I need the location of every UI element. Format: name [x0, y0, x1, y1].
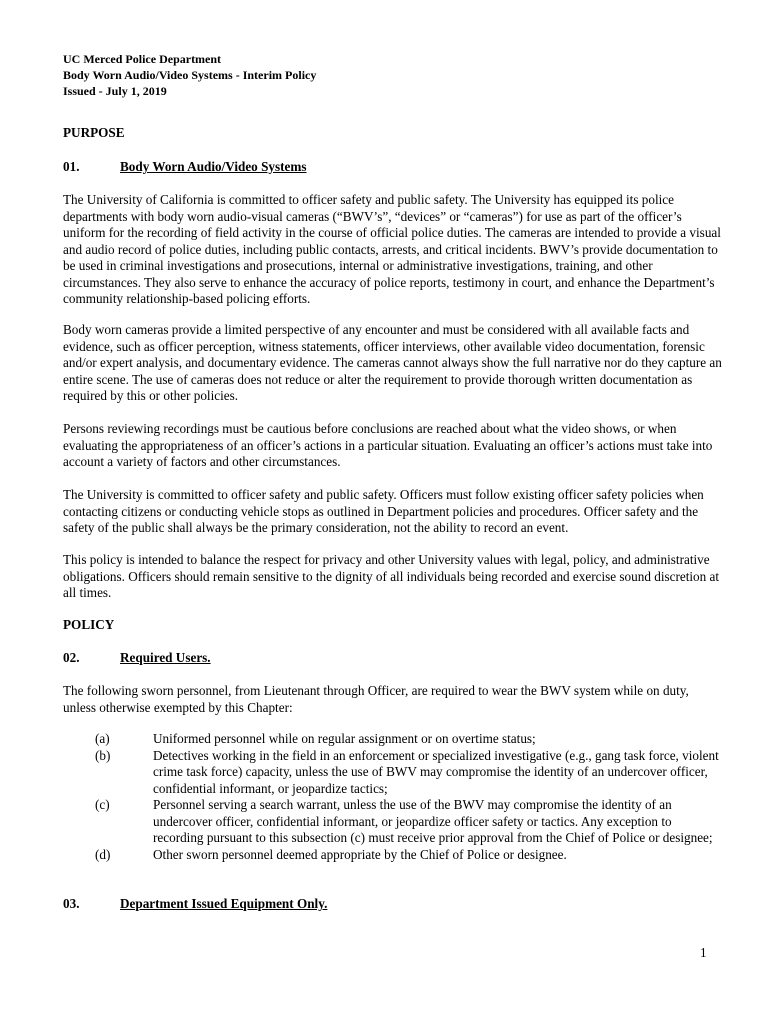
section-02-number: 02.	[63, 650, 80, 665]
list-item-marker: (a)	[95, 731, 110, 746]
paragraph-required-users-intro: The following sworn personnel, from Lieutenant through Officer, are required to wear the BWV system while on duty, unless otherwise exempted by this Chapter:	[63, 683, 689, 715]
section-03-heading	[63, 896, 327, 913]
paragraph-limited-perspective: Body worn cameras provide a limited perspective of any encounter and must be considered with all available facts and evidence, such as officer perception, witness statements, officer interviews, other available video documentation, forensic and/or expert analysis, and documentary evidence. The cameras cannot always show the full narrative nor do they capture an entire scene. The use of cameras does not reduce or alter the requirement to provide thorough written documentation as required by this or other policies.	[63, 322, 722, 403]
policy-heading: POLICY	[63, 617, 115, 632]
list-item-text: Uniformed personnel while on regular assignment or on overtime status;	[153, 731, 536, 746]
list-item-text: Other sworn personnel deemed appropriate by the Chief of Police or designee.	[153, 846, 567, 862]
paragraph-officer-safety: The University is committed to officer safety and public safety. Officers must follow existing officer safety policies when contacting citizens or conducting vehicle stops as outlined in Department policies and procedures. Officer safety and the safety of the public shall always be the primary consideration, not the ability to record an event.	[63, 487, 704, 535]
list-item	[95, 847, 725, 864]
header-department: UC Merced Police Department	[63, 52, 222, 66]
section-03-title: Department Issued Equipment Only.	[120, 896, 328, 911]
page-number: 1	[700, 945, 707, 960]
list-item-text: Personnel serving a search warrant, unless the use of the BWV may compromise the identity of an undercover officer, confidential informant, or jeopardize officer safety or tactics. Any exception to recording pursuant to this subsection (c) must receive prior approval from the Chief of Police or designee;	[153, 797, 713, 845]
list-item-marker: (b)	[95, 747, 111, 763]
list-item	[95, 748, 725, 798]
paragraph-privacy-balance: This policy is intended to balance the respect for privacy and other University values with legal, policy, and administrative obligations. Officers should remain sensitive to the dignity of all individuals being recorded and exercise sound discretion at all times.	[63, 552, 720, 600]
section-01-title: Body Worn Audio/Video Systems	[120, 159, 307, 174]
document-header	[63, 51, 703, 100]
purpose-heading: PURPOSE	[63, 125, 125, 140]
list-item	[95, 797, 725, 847]
header-policy-title: Body Worn Audio/Video Systems - Interim Policy	[63, 68, 317, 83]
section-01-heading	[63, 159, 307, 176]
list-item-marker: (d)	[95, 846, 111, 862]
required-users-list	[95, 731, 725, 863]
header-issued-date: Issued - July 1, 2019	[63, 84, 167, 99]
list-item	[95, 731, 725, 748]
paragraph-commitment: The University of California is committed to officer safety and public safety. The University has equipped its police departments with body worn audio-visual cameras (“BWV’s”, “devices” or “cameras”) for use as part of the officer’s uniform for the recording of field activity in the course of official police duties. The cameras are intended to provide a visual and audio record of police duties, including public contacts, arrests, and critical incidents. BWV’s provide documentation to be used in criminal investigations and prosecutions, internal or administrative investigations, training, and other circumstances. They also serve to enhance the accuracy of police reports, testimony in court, and enhance the Department’s community relationship-based policing efforts.	[63, 192, 721, 306]
paragraph-reviewing-recordings: Persons reviewing recordings must be cautious before conclusions are reached about what the video shows, or when evaluating the appropriateness of an officer’s actions in a particular situation. Evaluating an officer’s actions must take into account a variety of factors and other circumstances.	[63, 421, 713, 469]
section-02-heading	[63, 650, 211, 667]
section-03-number: 03.	[63, 896, 80, 911]
list-item-text: Detectives working in the field in an enforcement or specialized investigative (e.g., gang task force, violent crime task force) capacity, unless the use of BWV may compromise the identity of an undercover officer, confidential informant, or jeopardize tactics;	[153, 747, 719, 796]
list-item-marker: (c)	[95, 797, 110, 812]
section-01-number: 01.	[63, 159, 80, 174]
section-02-title: Required Users.	[120, 650, 211, 665]
